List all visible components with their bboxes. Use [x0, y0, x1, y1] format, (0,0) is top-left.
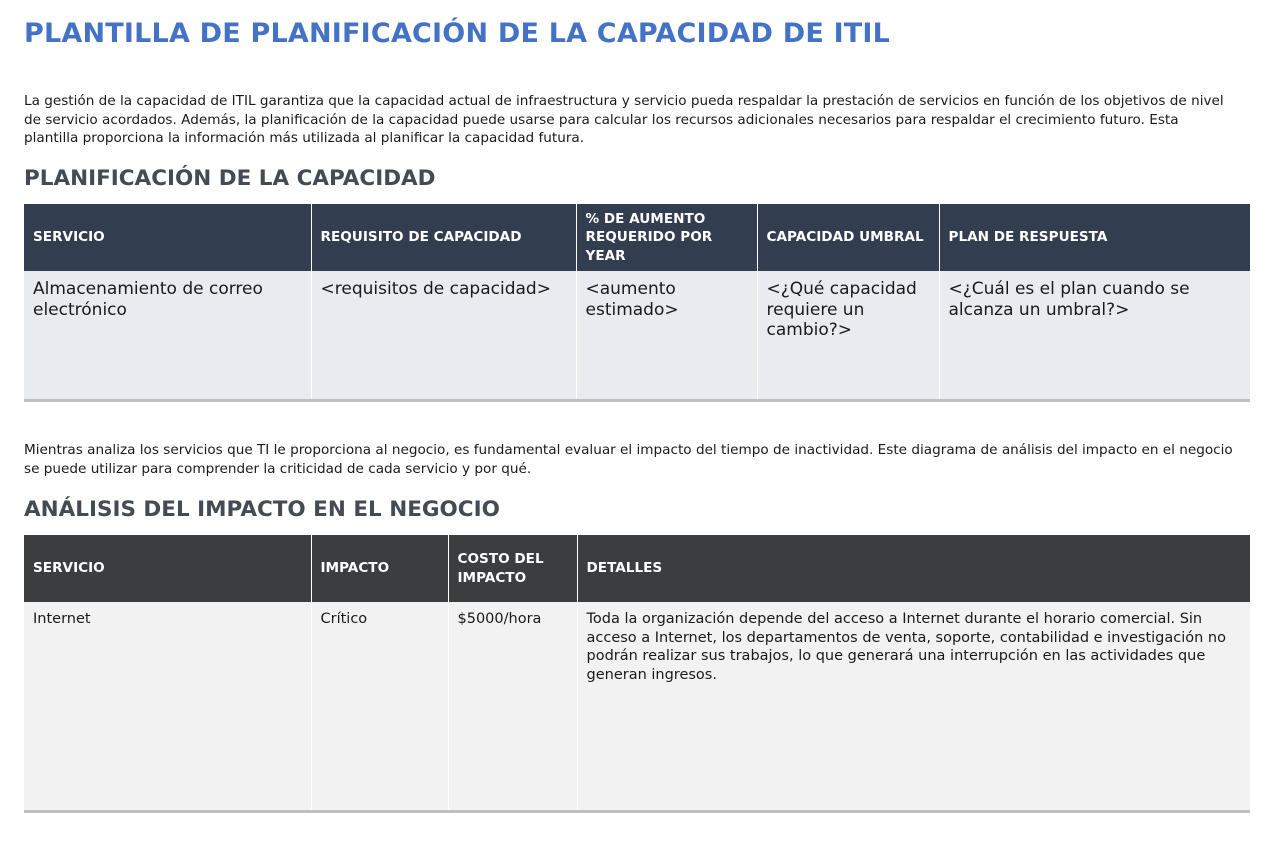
- cell-requisito-capacidad[interactable]: <requisitos de capacidad>: [311, 271, 576, 400]
- col-header-servicio: SERVICIO: [24, 204, 311, 271]
- col-header-detalles: DETALLES: [586, 560, 663, 577]
- capacity-table-header-row: [24, 204, 1250, 271]
- cell-capacidad-umbral[interactable]: <¿Qué capacidad requiere un cambio?>: [757, 271, 939, 400]
- cell-plan-respuesta[interactable]: <¿Cuál es el plan cuando se alcanza un umbral?>: [948, 279, 1190, 320]
- table-row: [24, 602, 1250, 811]
- col-header-costo-impacto: COSTO DEL IMPACTO: [448, 535, 577, 602]
- col-header-porcentaje-aumento: % DE AUMENTO REQUERIDO POR YEAR: [576, 204, 757, 271]
- page-title: PLANTILLA DE PLANIFICACIÓN DE LA CAPACIDAD DE ITIL: [24, 18, 891, 49]
- col-header-plan-respuesta: PLAN DE RESPUESTA: [948, 229, 1108, 246]
- capacity-planning-heading: PLANIFICACIÓN DE LA CAPACIDAD: [24, 166, 436, 191]
- cell-servicio[interactable]: Internet: [24, 602, 311, 811]
- table-row: [24, 271, 1250, 400]
- impact-intro-paragraph: Mientras analiza los servicios que TI le proporciona al negocio, es fundamental evaluar el impacto del tiempo de inactividad. Este diagrama de análisis del impacto en el negocio se puede utilizar para comprender la criticidad de cada servicio y por qué.: [24, 442, 1233, 477]
- cell-costo-impacto[interactable]: $5000/hora: [448, 602, 577, 811]
- cell-impacto[interactable]: Crítico: [311, 602, 448, 811]
- cell-porcentaje-aumento[interactable]: <aumento estimado>: [576, 271, 757, 400]
- col-header-capacidad-umbral: CAPACIDAD UMBRAL: [757, 204, 939, 271]
- impact-table-header-row: [24, 535, 1250, 602]
- col-header-requisito-capacidad: REQUISITO DE CAPACIDAD: [311, 204, 576, 271]
- intro-paragraph: La gestión de la capacidad de ITIL garantiza que la capacidad actual de infraestructura y servicio pueda respaldar la prestación de servicios en función de los objetivos de nivel de servicio acordados. Además, la planificación de la capacidad puede usarse para calcular los recursos adicionales necesarios para respaldar el crecimiento futuro. Esta plantilla proporciona la información más utilizada al planificar la capacidad futura.: [24, 93, 1224, 146]
- col-header-impacto: IMPACTO: [311, 535, 448, 602]
- col-header-servicio: SERVICIO: [24, 535, 311, 602]
- business-impact-table: [24, 535, 1250, 813]
- cell-detalles[interactable]: Toda la organización depende del acceso a Internet durante el horario comercial. Sin acceso a Internet, los departamentos de venta, soporte, contabilidad e investigación no podrán realizar sus trabajos, lo que generará una interrupción en las actividades que generan ingresos.: [586, 611, 1226, 683]
- business-impact-heading: ANÁLISIS DEL IMPACTO EN EL NEGOCIO: [24, 497, 500, 522]
- capacity-planning-table: [24, 204, 1250, 402]
- cell-servicio[interactable]: Almacenamiento de correo electrónico: [24, 271, 311, 400]
